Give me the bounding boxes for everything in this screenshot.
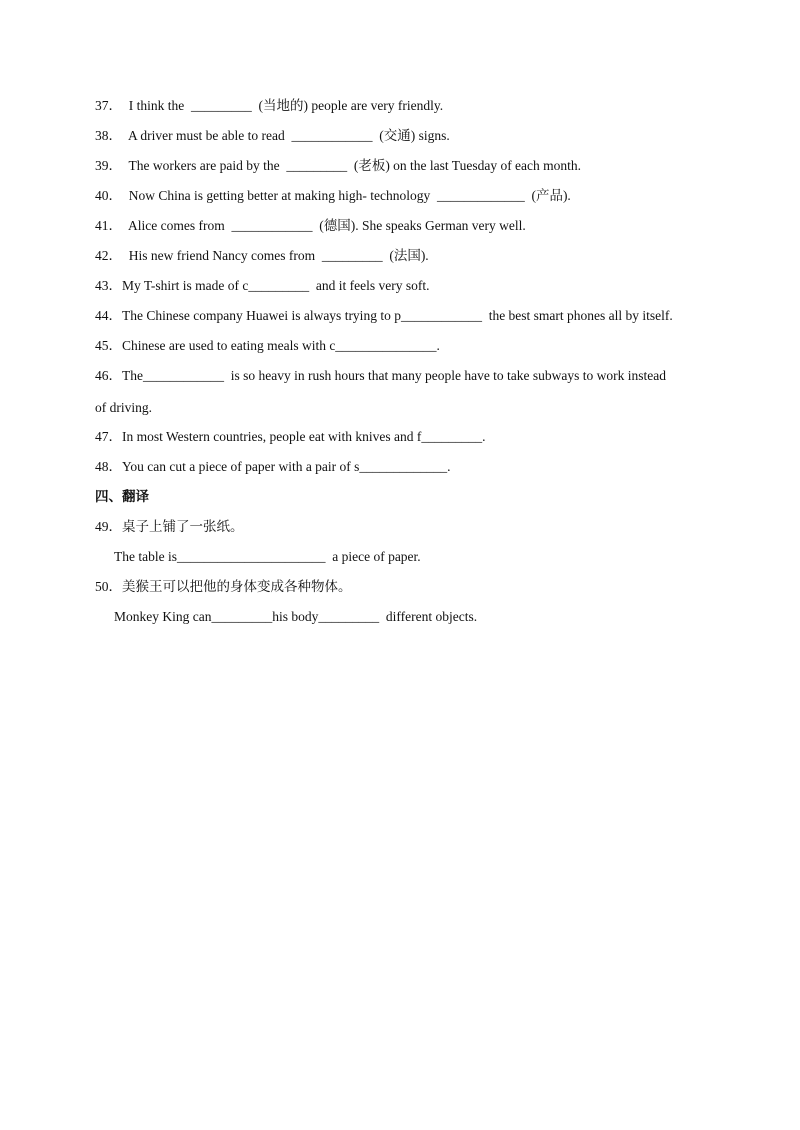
question-48	[95, 458, 451, 476]
question-42	[95, 247, 429, 265]
question-text: Chinese are used to eating meals with c_______________.	[122, 338, 440, 353]
question-45	[95, 337, 440, 355]
question-number: 40．	[95, 188, 122, 203]
question-41	[95, 217, 526, 235]
question-number: 39．	[95, 158, 122, 173]
question-text: of driving.	[95, 400, 152, 415]
question-number: 45．	[95, 338, 122, 353]
question-text: I think the _________ (当地的) people are very friendly.	[122, 98, 444, 113]
question-text: In most Western countries, people eat with knives and f_________.	[122, 429, 486, 444]
question-44	[95, 307, 673, 325]
translation-prompt-50: 50．美猴王可以把他的身体变成各种物体。	[95, 579, 352, 594]
question-text: Alice comes from ____________ (德国). She speaks German very well.	[122, 218, 526, 233]
question-number: 41．	[95, 218, 122, 233]
question-number: 38．	[95, 128, 122, 143]
question-37	[95, 97, 443, 115]
question-47	[95, 428, 485, 446]
question-number: 43．	[95, 278, 122, 293]
question-43	[95, 277, 429, 295]
question-text: The workers are paid by the _________ (老板) on the last Tuesday of each month.	[122, 158, 582, 173]
translation-prompt-49: 49．桌子上铺了一张纸。	[95, 519, 244, 534]
translation-answer-49: The table is______________________ a piece of paper.	[114, 549, 421, 564]
question-number: 47．	[95, 429, 122, 444]
question-text: His new friend Nancy comes from _________ (法国).	[122, 248, 429, 263]
question-number: 48．	[95, 459, 122, 474]
question-text: You can cut a piece of paper with a pair of s_____________.	[122, 459, 451, 474]
section-heading: 四、翻译	[95, 489, 149, 504]
question-number: 37．	[95, 98, 122, 113]
question-46-continued	[95, 399, 152, 417]
question-text: Now China is getting better at making high- technology _____________ (产品).	[122, 188, 571, 203]
question-38	[95, 127, 450, 145]
question-text: A driver must be able to read ____________ (交通) signs.	[122, 128, 450, 143]
question-number: 42．	[95, 248, 122, 263]
question-number: 46．	[95, 368, 122, 383]
question-text: The____________ is so heavy in rush hours that many people have to take subways to work instead	[122, 368, 667, 383]
question-text: My T-shirt is made of c_________ and it feels very soft.	[122, 278, 430, 293]
question-39	[95, 157, 581, 175]
question-number: 44．	[95, 308, 122, 323]
question-40	[95, 187, 571, 205]
translation-answer-50: Monkey King can_________his body_________ different objects.	[114, 609, 478, 624]
question-46	[95, 367, 666, 385]
question-text: The Chinese company Huawei is always trying to p____________ the best smart phones all by itself.	[122, 308, 673, 323]
